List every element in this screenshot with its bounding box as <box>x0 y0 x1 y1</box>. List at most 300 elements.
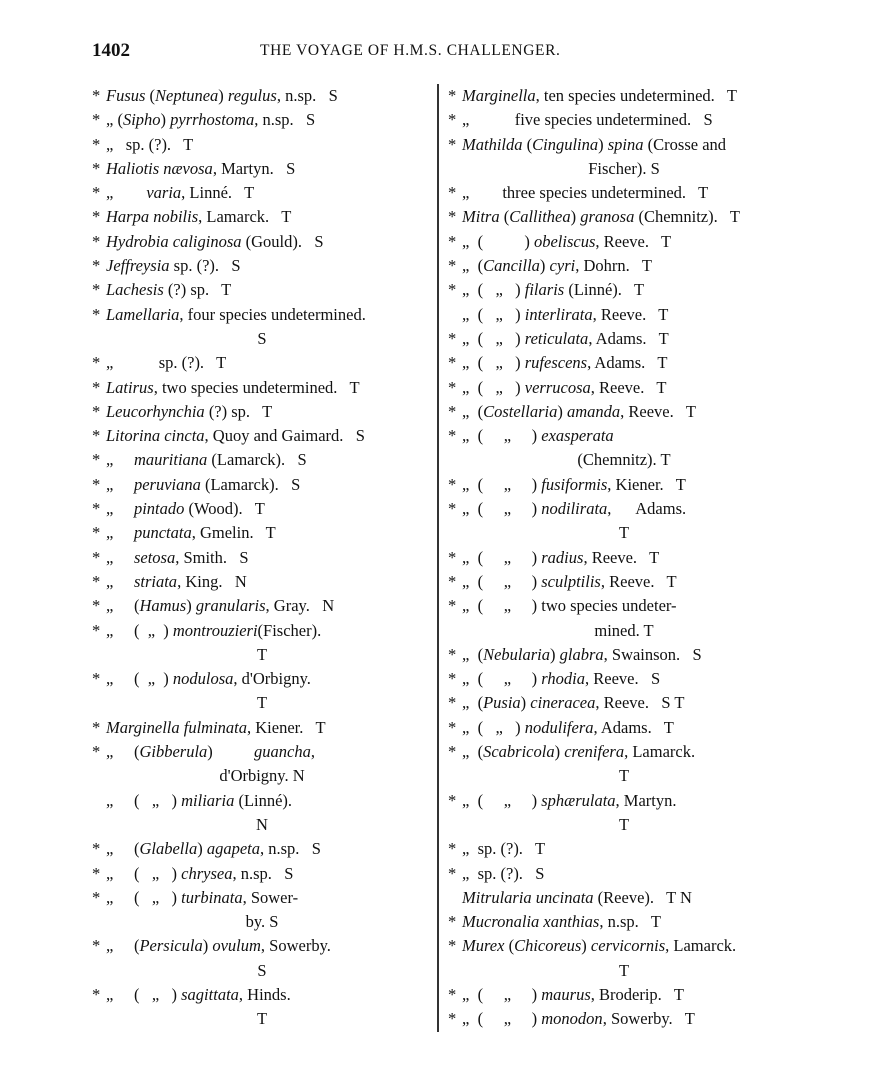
entry-marker: * <box>92 596 101 616</box>
list-item <box>448 789 800 813</box>
entry-marker: * <box>448 353 457 373</box>
entry-marker: * <box>448 86 457 105</box>
entry-marker: * <box>92 353 101 373</box>
list-item <box>448 983 800 1007</box>
entry-marker: * <box>92 620 101 640</box>
taxon-name: crenifera <box>564 742 625 762</box>
taxon-name: Harpa nobilis <box>106 207 199 227</box>
entry-text <box>462 497 686 521</box>
entry-text <box>106 133 193 157</box>
entry-fragment: „ <box>106 450 134 470</box>
continuation-text: S <box>257 960 267 980</box>
entry-fragment: (Chemnitz). T <box>634 207 740 227</box>
entry-marker: * <box>448 571 457 591</box>
entry-marker: * <box>448 499 457 519</box>
list-item <box>448 886 800 910</box>
entry-fragment: , <box>310 742 315 762</box>
entry-fragment: „ ( „ ) two species undeter- <box>462 596 677 616</box>
taxon-name: pyrrhostoma <box>170 110 255 130</box>
taxon-name: Cingulina <box>532 134 599 154</box>
entry-fragment: , Adams. T <box>587 353 668 373</box>
list-item <box>92 886 432 910</box>
entry-fragment: , n.sp. S <box>254 110 316 130</box>
list-item <box>448 133 800 157</box>
entry-fragment: „ ( „ ) <box>462 328 525 348</box>
entry-fragment: (Lamarck). S <box>200 474 301 494</box>
taxon-name: Gibberula <box>139 742 208 762</box>
entry-fragment: , n.sp. T <box>599 912 661 932</box>
continuation-text: (Chemnitz). T <box>577 450 671 470</box>
entry-marker: * <box>92 984 101 1004</box>
entry-marker: * <box>92 474 101 494</box>
entry-fragment: , two species undetermined. T <box>153 377 360 397</box>
entry-text <box>462 643 702 667</box>
list-item <box>448 910 800 934</box>
taxon-name: Leucorhynchia <box>106 401 205 421</box>
entry-marker: * <box>448 790 457 810</box>
entry-text <box>462 594 677 618</box>
taxon-name: montrouzieri <box>172 620 258 640</box>
entry-text <box>106 983 291 1007</box>
entry-marker: * <box>448 426 457 446</box>
running-title: THE VOYAGE OF H.M.S. CHALLENGER. <box>260 42 561 59</box>
entry-fragment: , Reeve. T <box>600 571 677 591</box>
entry-marker: * <box>92 401 101 421</box>
entry-fragment: , Adams. <box>607 499 687 519</box>
entry-text <box>106 521 276 545</box>
list-item <box>448 108 800 132</box>
list-item <box>92 448 432 472</box>
list-item <box>448 813 800 837</box>
entry-fragment: ) <box>186 596 196 616</box>
entry-marker: * <box>448 1009 457 1029</box>
taxon-name: monodon <box>541 1009 603 1029</box>
entry-marker: * <box>448 912 457 932</box>
continuation-text: T <box>618 814 630 834</box>
entry-fragment: ( <box>522 134 533 154</box>
list-item <box>448 157 800 181</box>
list-item <box>92 546 432 570</box>
taxon-name: glabra <box>559 644 604 664</box>
entry-fragment: , Sowerby. <box>260 936 331 956</box>
entry-text <box>462 789 677 813</box>
entry-fragment: „ ( „ ) <box>106 790 182 810</box>
entry-fragment: , Reeve. T <box>620 401 696 421</box>
entry-fragment: , Lamarck. <box>665 936 737 956</box>
taxon-name: nodilirata <box>541 499 608 519</box>
entry-fragment: , Lamarck. <box>624 742 696 762</box>
entry-marker: * <box>92 377 101 397</box>
entry-text <box>462 303 668 327</box>
taxon-name: Marginella fulminata <box>106 717 248 737</box>
entry-marker: * <box>92 450 101 470</box>
taxon-name: nodulifera <box>524 717 594 737</box>
entry-text <box>462 667 660 691</box>
entry-fragment: , n.sp. S <box>260 839 321 859</box>
right-column <box>448 84 800 1032</box>
continuation-text: N <box>256 814 268 834</box>
taxon-name: Fusus <box>106 86 146 105</box>
list-item <box>92 570 432 594</box>
entry-marker: * <box>92 183 101 203</box>
entry-fragment: , Reeve. T <box>590 377 667 397</box>
entry-fragment: (Crosse and <box>643 134 727 154</box>
entry-fragment: ) <box>202 936 213 956</box>
list-item <box>448 862 800 886</box>
taxon-name: turbinata <box>181 887 243 907</box>
entry-fragment: „ ( <box>106 110 123 130</box>
list-item <box>92 84 432 108</box>
entry-fragment: , Adams. T <box>588 328 669 348</box>
list-item <box>448 303 800 327</box>
taxon-name: spina <box>607 134 644 154</box>
entry-fragment: „ <box>106 499 134 519</box>
entry-fragment: , Kiener. T <box>247 717 326 737</box>
list-item <box>448 764 800 788</box>
entry-marker: * <box>92 426 101 446</box>
list-item <box>92 521 432 545</box>
entry-marker: * <box>448 183 457 203</box>
taxon-name: Mucronalia xanthias <box>462 912 600 932</box>
taxon-name: Cancilla <box>483 256 540 276</box>
entry-text <box>462 351 667 375</box>
entry-text <box>462 934 736 958</box>
entry-text <box>106 230 324 254</box>
taxon-name: ovulum <box>212 936 261 956</box>
entry-text <box>106 862 293 886</box>
list-item <box>448 570 800 594</box>
entry-fragment: „ ( <box>462 256 484 276</box>
taxon-name: Callithea <box>509 207 571 227</box>
entry-text <box>462 740 695 764</box>
entry-fragment: „ ( „ ) <box>462 984 542 1004</box>
list-item <box>448 448 800 472</box>
list-item <box>92 157 432 181</box>
entry-fragment: , Hinds. <box>238 984 291 1004</box>
entry-fragment: „ <box>106 183 147 203</box>
entry-fragment: , ten species undetermined. T <box>535 86 737 105</box>
entry-text <box>106 278 231 302</box>
entry-marker: * <box>448 839 457 859</box>
list-item <box>92 691 432 715</box>
taxon-name: Costellaria <box>483 401 558 421</box>
taxon-name: Lachesis <box>106 280 164 300</box>
list-item <box>448 473 800 497</box>
entry-text <box>462 910 661 934</box>
entry-text <box>462 400 696 424</box>
entry-text <box>106 546 249 570</box>
list-item <box>448 716 800 740</box>
continuation-text: d'Orbigny. N <box>219 766 305 786</box>
list-item <box>92 351 432 375</box>
list-item <box>448 934 800 958</box>
entry-fragment: , Quoy and Gaimard. S <box>204 426 365 446</box>
entry-fragment: „ ( <box>106 596 140 616</box>
entry-marker: * <box>92 158 101 178</box>
entry-fragment: , Smith. S <box>175 547 249 567</box>
entry-text <box>462 205 740 229</box>
entry-fragment: (Reeve). T N <box>593 887 692 907</box>
entry-text <box>106 157 295 181</box>
entry-text <box>106 84 338 108</box>
entry-fragment: „ ( „ ) <box>106 984 182 1004</box>
entry-fragment: ) <box>554 742 565 762</box>
entry-marker: * <box>92 86 101 105</box>
taxon-name: Murex <box>462 936 505 956</box>
entry-text <box>106 570 247 594</box>
list-item <box>448 521 800 545</box>
taxon-name: agapeta <box>206 839 260 859</box>
entry-fragment: (Fischer). <box>257 620 322 640</box>
entry-text <box>106 886 298 910</box>
taxon-name: interlirata <box>524 304 593 324</box>
taxon-name: Mitrularia uncinata <box>462 887 594 907</box>
list-item <box>92 108 432 132</box>
entry-fragment: , Linné. T <box>181 183 255 203</box>
taxon-name: sagittata <box>181 984 239 1004</box>
entry-text <box>462 254 652 278</box>
entry-fragment: „ ( „ ) <box>462 280 525 300</box>
list-item <box>92 813 432 837</box>
entry-fragment: „ ( <box>462 742 484 762</box>
taxon-name: cyri <box>549 256 576 276</box>
entry-text <box>106 594 334 618</box>
entry-text <box>462 181 708 205</box>
column-divider <box>437 84 439 1032</box>
list-item <box>92 473 432 497</box>
entry-marker: * <box>448 644 457 664</box>
taxon-name: Persicula <box>139 936 203 956</box>
entry-marker: * <box>92 839 101 859</box>
list-item <box>92 959 432 983</box>
entry-fragment: (?) sp. T <box>163 280 232 300</box>
entry-marker: * <box>92 134 101 154</box>
list-item <box>448 254 800 278</box>
taxon-name: Mitra <box>462 207 500 227</box>
entry-text <box>462 1007 695 1031</box>
left-column <box>92 84 432 1032</box>
entry-fragment: „ ( „ ) <box>462 474 542 494</box>
taxon-name: peruviana <box>133 474 201 494</box>
entry-fragment: ( <box>499 207 510 227</box>
taxon-name: guancha <box>254 742 311 762</box>
entry-fragment: „ ( „ ) <box>462 499 542 519</box>
taxon-name: filaris <box>524 280 565 300</box>
entry-fragment: ) <box>197 839 207 859</box>
entry-fragment: (?) sp. T <box>204 401 273 421</box>
entry-marker: * <box>448 328 457 348</box>
entry-text <box>462 862 544 886</box>
entry-fragment: (Linné). <box>234 790 293 810</box>
list-item <box>448 546 800 570</box>
list-item <box>448 837 800 861</box>
taxon-name: Haliotis nævosa <box>106 158 213 178</box>
entry-text <box>106 205 291 229</box>
taxon-name: Sipho <box>122 110 161 130</box>
entry-marker: * <box>92 669 101 689</box>
entry-fragment: , d'Orbigny. <box>233 669 311 689</box>
entry-text <box>462 376 667 400</box>
entry-fragment: ) <box>207 742 255 762</box>
list-item <box>92 619 432 643</box>
continuation-text: Fischer). S <box>588 158 660 178</box>
continuation-text: T <box>618 960 630 980</box>
entry-fragment: „ ( „ ) <box>462 547 542 567</box>
entry-fragment: sp. (?). S <box>169 256 241 276</box>
taxon-name: Jeffreysia <box>106 256 170 276</box>
entry-fragment: , Reeve. T <box>592 304 669 324</box>
list-item <box>448 497 800 521</box>
entry-text <box>106 837 321 861</box>
entry-text <box>462 108 713 132</box>
entry-marker: * <box>92 936 101 956</box>
entry-text <box>462 691 684 715</box>
list-item <box>92 497 432 521</box>
list-item <box>448 376 800 400</box>
taxon-name: Neptunea <box>155 86 219 105</box>
list-item <box>92 837 432 861</box>
entry-marker: * <box>448 401 457 421</box>
entry-text <box>462 84 737 108</box>
entry-fragment: , Reeve. T <box>583 547 660 567</box>
entry-fragment: ) <box>581 936 591 956</box>
entry-fragment: , Dohrn. T <box>575 256 652 276</box>
continuation-text: mined. T <box>594 620 654 640</box>
entry-text <box>106 448 307 472</box>
entry-fragment: , Gray. N <box>265 596 335 616</box>
entry-fragment: „ ( „ ) <box>462 1009 542 1029</box>
entry-marker: * <box>448 207 457 227</box>
entry-text <box>106 619 321 643</box>
taxon-name: amanda <box>566 401 621 421</box>
entry-fragment: „ sp. (?). T <box>106 353 227 373</box>
entry-text <box>462 424 614 448</box>
list-item <box>92 327 432 351</box>
entry-fragment: , Lamarck. T <box>198 207 292 227</box>
entry-text <box>106 351 226 375</box>
entry-fragment: „ ( „ ) <box>462 353 525 373</box>
entry-marker: * <box>448 936 457 956</box>
entry-text <box>462 473 686 497</box>
list-item <box>448 400 800 424</box>
taxon-name: Mathilda <box>462 134 523 154</box>
entry-marker: * <box>92 571 101 591</box>
entry-text <box>106 667 311 691</box>
page-header <box>92 40 792 66</box>
list-item <box>92 278 432 302</box>
entry-fragment: ) <box>557 401 567 421</box>
taxon-name: chrysea <box>181 863 233 883</box>
entry-marker: * <box>92 742 101 762</box>
entry-marker: * <box>448 547 457 567</box>
list-item <box>92 254 432 278</box>
taxon-name: regulus <box>227 86 277 105</box>
entry-fragment: „ ( „ ) <box>462 426 542 446</box>
entry-fragment: , Martyn. S <box>212 158 296 178</box>
entry-text <box>462 983 684 1007</box>
entry-fragment: „ <box>106 571 134 591</box>
taxon-name: striata <box>133 571 178 591</box>
entry-fragment: „ ( „ ) <box>462 304 525 324</box>
taxon-name: radius <box>541 547 584 567</box>
list-item <box>448 181 800 205</box>
list-item <box>448 327 800 351</box>
list-item <box>448 84 800 108</box>
entry-fragment: , Kiener. T <box>607 474 686 494</box>
entry-marker: * <box>448 863 457 883</box>
entry-fragment: , n.sp. S <box>232 863 294 883</box>
list-item <box>92 910 432 934</box>
list-item <box>448 424 800 448</box>
entry-fragment: ) <box>550 644 560 664</box>
entry-fragment: , four species undetermined. <box>179 304 366 324</box>
entry-text <box>106 108 315 132</box>
entry-fragment: „ <box>106 474 134 494</box>
entry-fragment: ) <box>160 110 171 130</box>
entry-text <box>106 303 366 327</box>
continuation-text: T <box>256 693 268 713</box>
entry-text <box>462 837 545 861</box>
entry-fragment: , Broderip. T <box>590 984 684 1004</box>
list-item <box>92 594 432 618</box>
entry-text <box>106 497 265 521</box>
list-item <box>92 424 432 448</box>
list-item <box>92 789 432 813</box>
list-item <box>92 376 432 400</box>
entry-marker: * <box>92 110 101 130</box>
entry-marker: * <box>448 474 457 494</box>
entry-marker: * <box>448 717 457 737</box>
taxon-name: cervicornis <box>590 936 666 956</box>
list-item <box>92 303 432 327</box>
taxon-name: granularis <box>195 596 266 616</box>
taxon-name: pintado <box>133 499 185 519</box>
list-item <box>448 740 800 764</box>
entry-fragment: „ ( „ ) <box>462 669 542 689</box>
entry-text <box>106 424 365 448</box>
list-item <box>92 716 432 740</box>
entry-fragment: , Martyn. <box>615 790 677 810</box>
entry-text <box>462 546 659 570</box>
entry-marker: * <box>448 742 457 762</box>
entry-text <box>462 327 669 351</box>
taxon-name: Litorina cincta <box>106 426 205 446</box>
taxon-name: varia <box>146 183 182 203</box>
entry-fragment: , n.sp. S <box>276 86 338 105</box>
taxon-name: miliaria <box>181 790 235 810</box>
entry-text <box>462 230 671 254</box>
page-number: 1402 <box>92 40 130 61</box>
entry-marker: * <box>92 717 101 737</box>
taxon-name: verrucosa <box>524 377 591 397</box>
entry-fragment: „ ( „ ) <box>106 669 173 689</box>
list-item <box>92 862 432 886</box>
entry-fragment: „ ( <box>106 742 140 762</box>
entry-fragment: „ three species undetermined. T <box>462 183 709 203</box>
taxon-name: fusiformis <box>541 474 608 494</box>
entry-marker: * <box>448 256 457 276</box>
taxon-name: obeliscus <box>533 231 596 251</box>
entry-text <box>106 254 241 278</box>
entry-fragment: „ sp. (?). T <box>106 134 194 154</box>
taxon-name: setosa <box>133 547 176 567</box>
list-item <box>448 959 800 983</box>
entry-marker: * <box>448 231 457 251</box>
list-item <box>92 400 432 424</box>
entry-fragment: (Lamarck). S <box>207 450 307 470</box>
entry-text <box>462 886 692 910</box>
list-item <box>448 619 800 643</box>
